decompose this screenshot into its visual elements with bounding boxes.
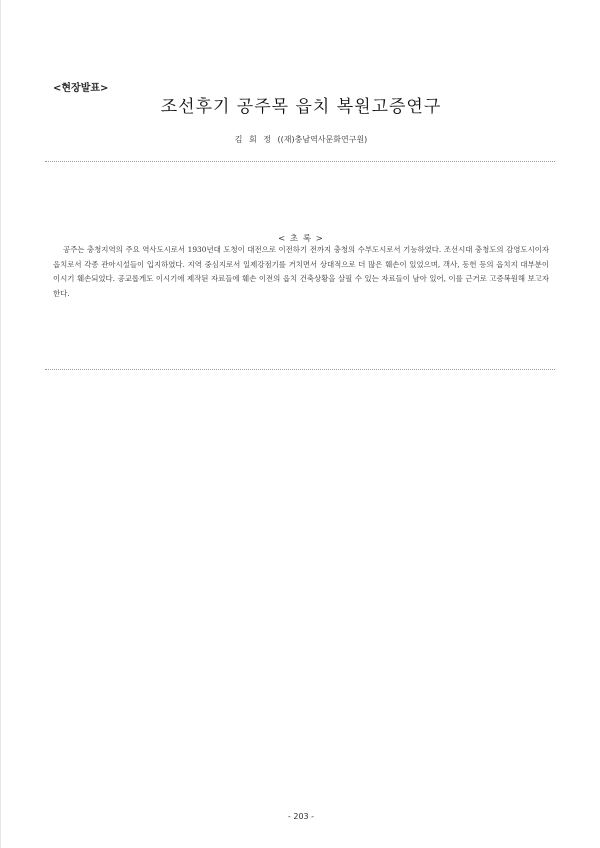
abstract-heading: < 초 록 >: [278, 234, 324, 244]
paper-title: 조선후기 공주목 읍치 복원고증연구: [160, 97, 442, 117]
author-affiliation: ((재)충남역사문화연구원): [277, 135, 368, 144]
top-divider: [45, 161, 555, 162]
bottom-divider: [45, 369, 555, 370]
abstract-body: 공주는 충청지역의 주요 역사도시로서 1930년대 도청이 대전으로 이전하기 전까지 충청의 수부도시로서 기능하였다. 조선시대 충청도의 감영도시이자 읍치로서 각종 관아시설들이 입지하였다. 지역 중심지로서 일제강점기를 거치면서 상대적으로 더 많은 훼손이 있었으며, 객사, 동헌 등의 읍치지 대부분이 이시기 훼손되었다. 공교롭게도 이시기에 제작된 자료들에 훼손 이전의 읍치 건축상황을 살필 수 있는 자료들이 남아 있어, 이를 근거로 고증복원해 보고자 한다.: [53, 245, 549, 298]
author-line: [1, 134, 600, 145]
author-name: 김 회 정: [234, 135, 273, 144]
section-tag: <현장발표>: [53, 83, 109, 94]
page-number: - 203 -: [287, 812, 315, 821]
